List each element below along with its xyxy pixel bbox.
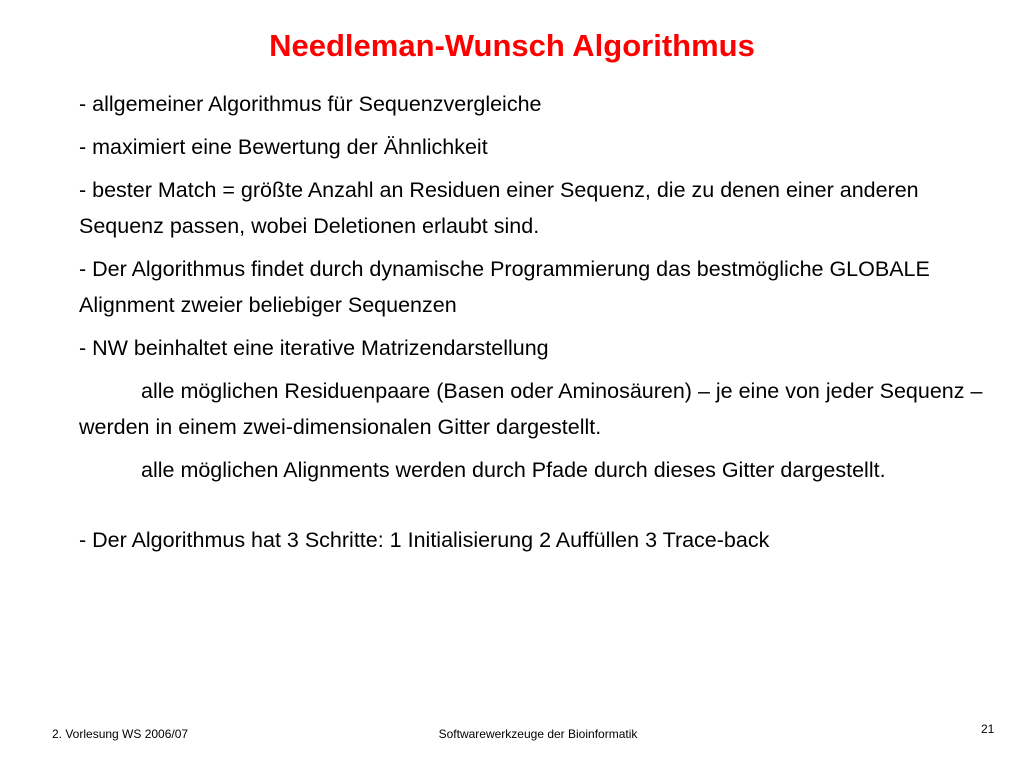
bullet-maximize-score: - maximiert eine Bewertung der Ähnlichkeit: [79, 135, 488, 159]
bullet-dynamic-programming: - Der Algorithmus findet durch dynamische Programmierung das bestmögliche GLOBALE Alignment zweier beliebiger Sequenzen: [79, 257, 930, 317]
page-number: 21: [981, 722, 995, 736]
bullet-matrix-representation: - NW beinhaltet eine iterative Matrizendarstellung: [79, 336, 549, 360]
bullet-general-algorithm: - allgemeiner Algorithmus für Sequenzvergleiche: [79, 92, 542, 116]
footer-lecture: 2. Vorlesung WS 2006/07: [52, 727, 189, 741]
slide-body: [79, 86, 999, 565]
sub-item-alignment-paths: alle möglichen Alignments werden durch Pfade durch dieses Gitter dargestellt.: [141, 458, 886, 482]
bullet-three-steps: - Der Algorithmus hat 3 Schritte: 1 Initialisierung 2 Auffüllen 3 Trace-back: [79, 528, 770, 552]
slide-title: Needleman-Wunsch Algorithmus: [269, 28, 755, 63]
bullet-best-match: - bester Match = größte Anzahl an Residuen einer Sequenz, die zu denen einer anderen Sequenz passen, wobei Deletionen erlaubt sind.: [79, 178, 919, 238]
sub-item-residue-pairs: alle möglichen Residuenpaare (Basen oder Aminosäuren) – je eine von jeder Sequenz – werden in einem zwei-dimensionalen Gitter dargestellt.: [79, 379, 983, 439]
footer-course-title: Softwarewerkzeuge der Bioinformatik: [438, 727, 638, 741]
